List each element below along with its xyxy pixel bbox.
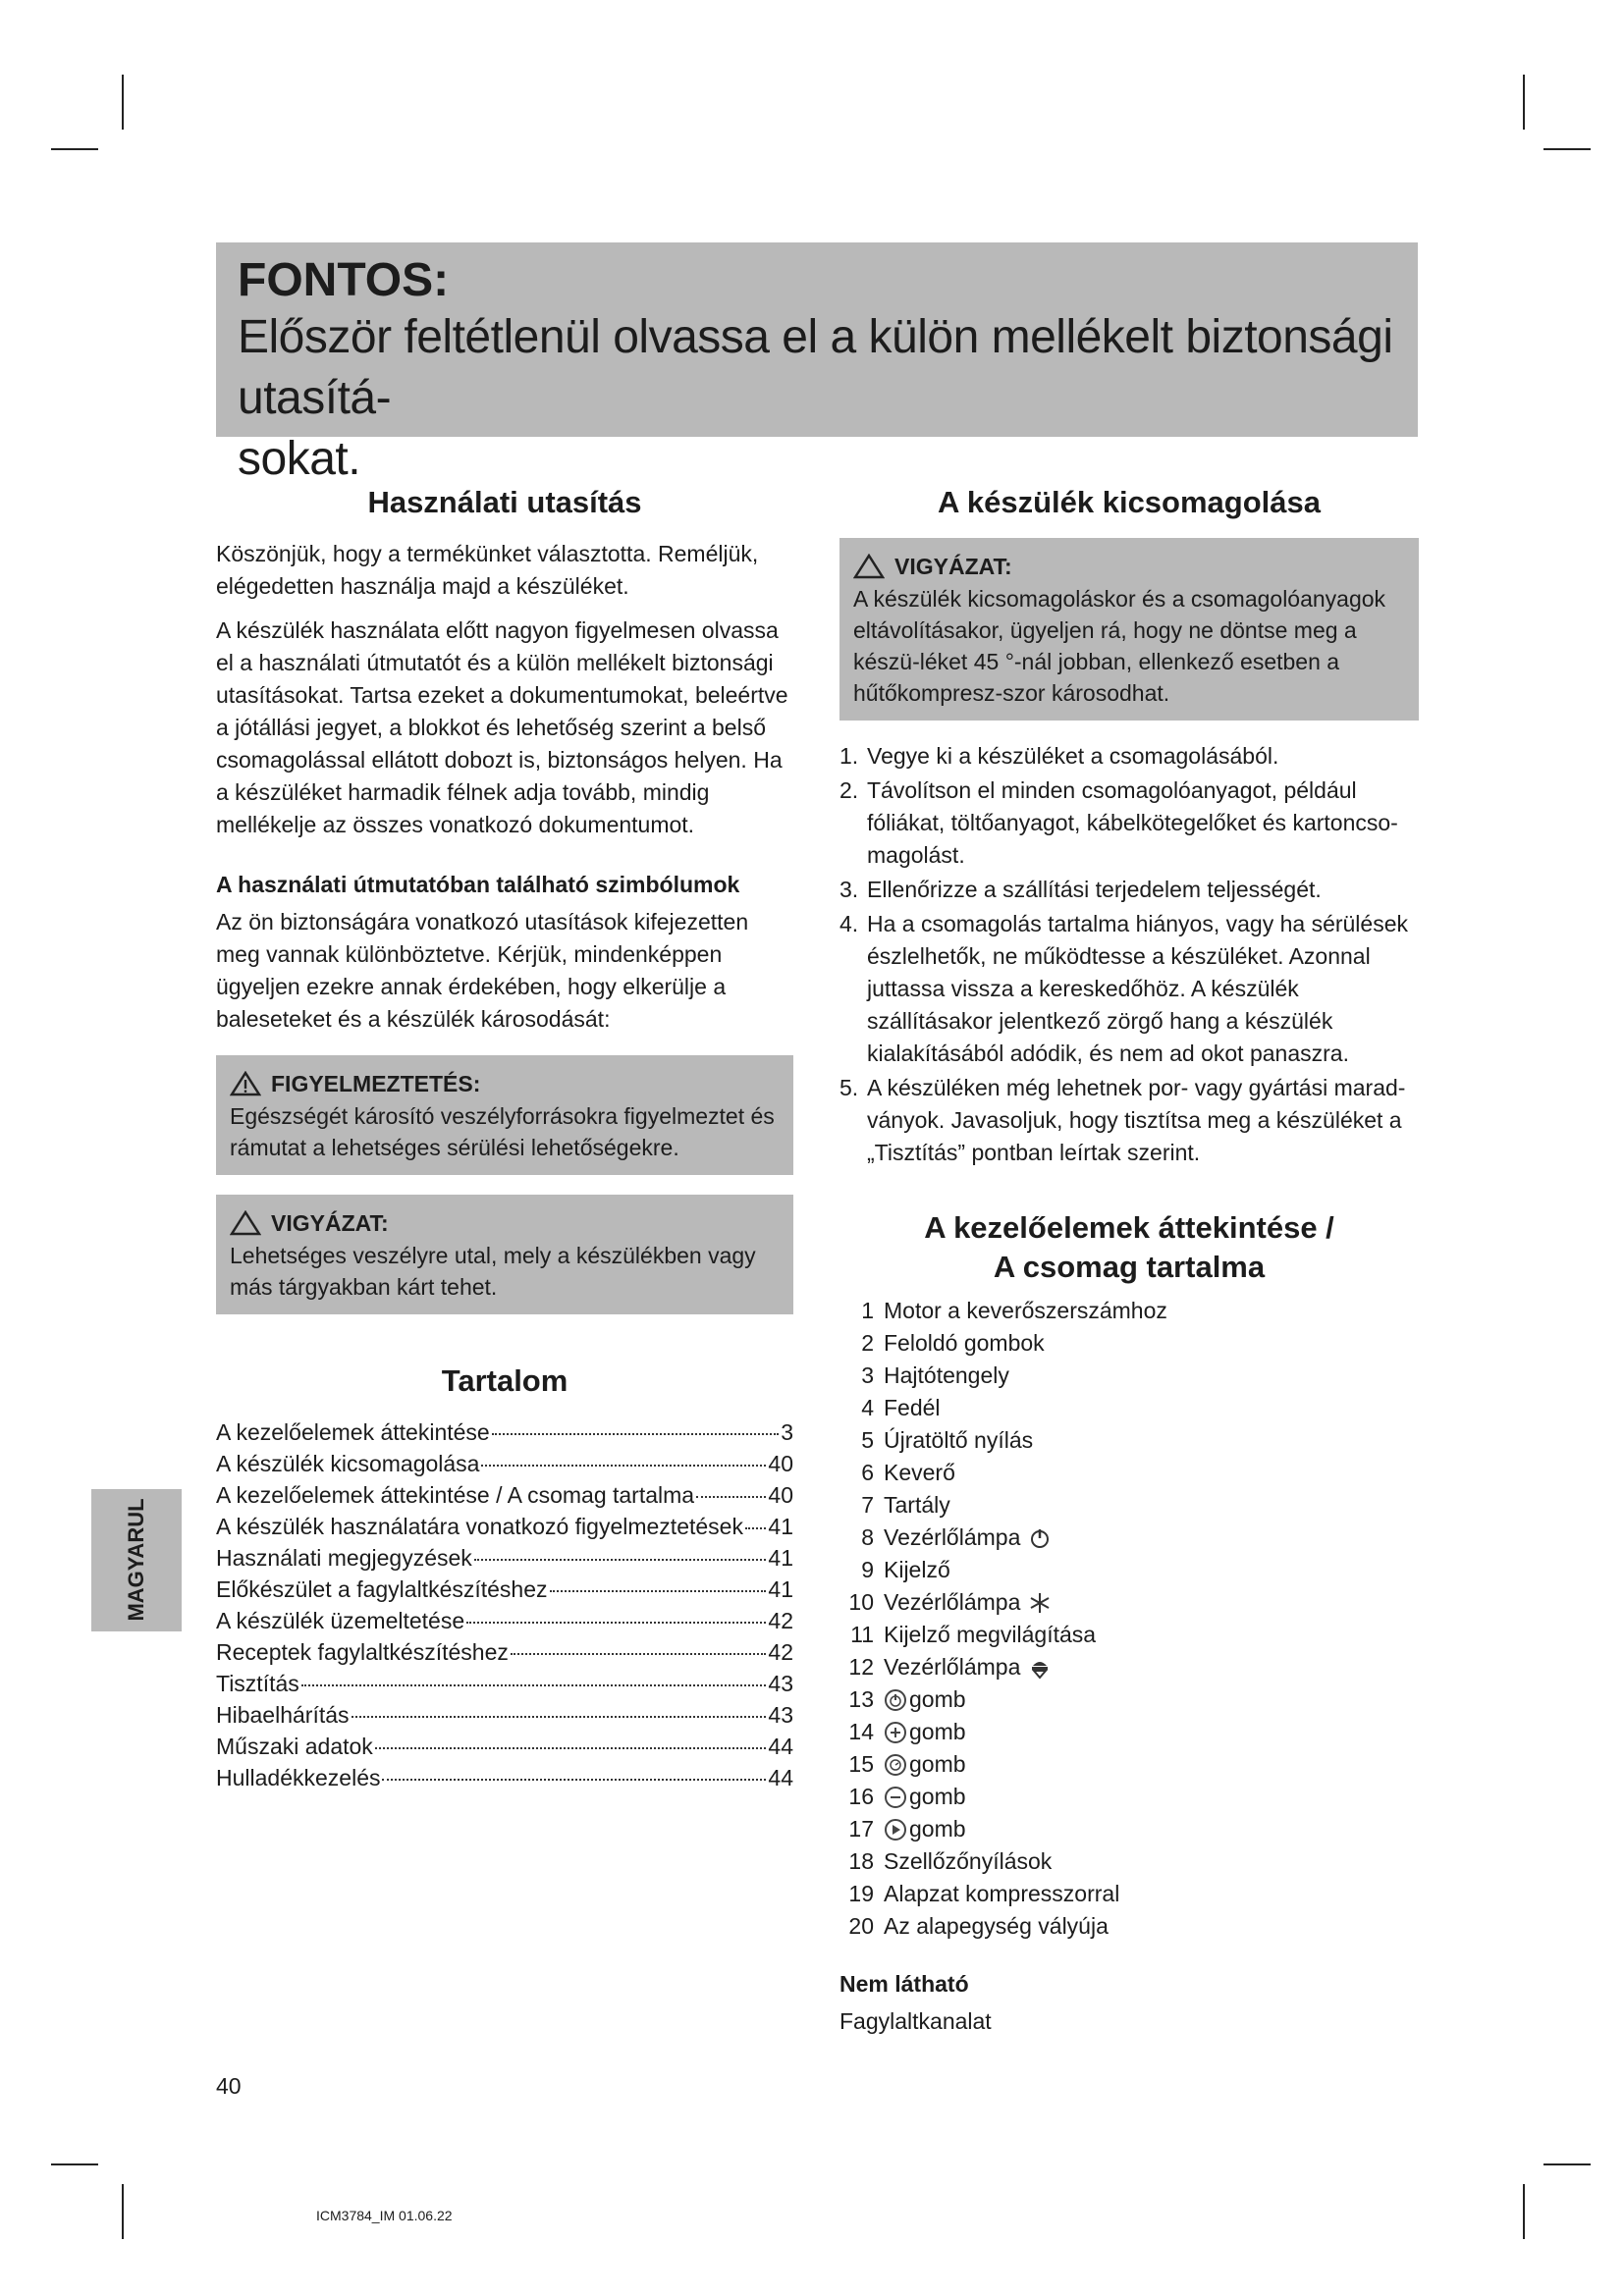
caution-text: Lehetséges veszélyre utal, mely a készülékben vagy más tárgyakban kárt tehet. [230,1243,756,1300]
list-item: 2 Feloldó gombok [861,1330,1045,1356]
right-column [839,483,1419,2050]
list-item: 4. Ha a csomagolás tartalma hiányos, vagy ha sérülések észlelhetők, ne működtesse a készüléket. Azonnal juttassa vissza a kereskedőhöz. A készülék szállításakor jelentkező zörgő hang a készülék kialakításából adódik, és nem ad okot panaszra. [839,911,1409,1066]
caution-triangle-icon [853,554,885,579]
parts-heading-line-1: A kezelőelemek áttekintése / [924,1210,1334,1245]
unpack-steps [839,740,1419,1169]
list-item: 1 Motor a keverőszerszámhoz [861,1298,1167,1323]
intro-paragraph: Köszönjük, hogy a termékünket választotta. Reméljük, elégedetten használja majd a készüléket. [216,541,759,599]
toc-item[interactable]: Műszaki adatok 44 [216,1734,793,1759]
crop-mark [51,148,98,150]
toc-item[interactable]: Tisztítás 43 [216,1671,793,1696]
toc-item[interactable]: A kezelőelemek áttekintése 3 [216,1419,793,1445]
warning-text: Egészségét károsító veszélyforrásokra figyelmeztet és rámutat a lehetséges sérülési lehetőségekre. [230,1103,775,1160]
snowflake-icon [1028,1591,1052,1615]
toc-heading: Tartalom [441,1363,568,1398]
crop-mark [1523,2184,1525,2239]
instructions-heading: Használati utasítás [367,485,642,519]
list-item: 5 Újratöltő nyílás [861,1427,1034,1453]
list-item: 12 Vezérlőlámpa [839,1651,1419,1683]
crop-mark [122,75,124,130]
minus-button-icon [884,1786,907,1809]
banner-title: FONTOS: [238,254,450,306]
list-item: 2. Távolítson el minden csomagolóanyagot, például fóliákat, töltőanyagot, kábelkötegelőket és kartoncso-magolást. [839,777,1398,868]
crop-mark [1543,2163,1591,2165]
symbols-paragraph: Az ön biztonságára vonatkozó utasítások kifejezetten meg vannak különböztetve. Kérjük, mindenképpen ügyeljen ezekre annak érdekében, hogy elkerülje a baleseteket és a készülék károsodását: [216,909,749,1032]
warning-title: FIGYELMEZTETÉS: [271,1071,481,1096]
list-item: 3 Hajtótengely [861,1362,1009,1388]
power-icon [1028,1526,1052,1550]
crop-mark [122,2184,124,2239]
crop-mark [51,2163,98,2165]
caution-triangle-icon [230,1210,261,1236]
list-item: 15 gomb [848,1751,966,1777]
list-item: 6 Keverő [861,1460,955,1485]
warning-triangle-icon [230,1071,261,1096]
not-visible-item: Fagylaltkanalat [839,2008,992,2034]
footer-code: ICM3784_IM 01.06.22 [316,2208,453,2223]
ice-cream-icon [1028,1656,1052,1680]
unpack-caution-box [839,538,1419,721]
parts-heading-line-2: A csomag tartalma [993,1250,1266,1284]
list-item: 4 Fedél [861,1395,941,1420]
toc-item[interactable]: Receptek fagylaltkészítéshez 42 [216,1639,793,1665]
caution-box [216,1195,793,1314]
body-paragraph: A készülék használata előtt nagyon figyelmesen olvassa el a használati útmutatót és a külön mellékelt biztonsági utasításokat. Tartsa ezeket a dokumentumokat, beleértve a jótállási jegyet, a blokkot és lehetőség szerint a belső csomagolással ellátott dobozt is, biztonságos helyen. Ha a készüléket harmadik félnek adja tovább, mindig mellékelje az összes vonatkozó dokumentumot. [216,617,788,837]
unpack-caution-text: A készülék kicsomagoláskor és a csomagolóanyagok eltávolításakor, ügyeljen rá, hogy ne döntse meg a készü-léket 45 °-nál jobban, ellenkező esetben a hűtőkompresz-szor károsodhat. [853,586,1386,706]
unpack-heading: A készülék kicsomagolása [938,485,1321,519]
play-button-icon [884,1818,907,1842]
toc-item[interactable]: Hulladékkezelés 44 [216,1765,793,1790]
language-side-tab [91,1489,182,1631]
warning-box [216,1055,793,1175]
list-item: 8 Vezérlőlámpa [839,1522,1419,1554]
banner-line-2: sokat. [238,433,361,485]
list-item: 7 Tartály [861,1492,950,1518]
list-item: 3. Ellenőrizze a szállítási terjedelem teljességét. [839,877,1322,902]
crop-mark [1523,75,1525,130]
list-item: 5. A készüléken még lehetnek por- vagy gyártási marad-ványok. Javasoljuk, hogy tisztítsa meg a készüléket a „Tisztítás” pontban leírtak szerint. [839,1075,1406,1165]
list-item: 17 gomb [848,1816,966,1842]
important-banner [216,242,1418,485]
toc-item[interactable]: Hibaelhárítás 43 [216,1702,793,1728]
list-item: 1. Vegye ki a készüléket a csomagolásából. [839,743,1279,769]
banner-line-1: Először feltétlenül olvassa el a külön mellékelt biztonsági utasítá- [238,311,1393,424]
not-visible-heading: Nem látható [839,1971,969,1997]
list-item: 13 gomb [848,1686,966,1712]
unpack-caution-title: VIGYÁZAT: [894,554,1012,579]
list-item: 16 gomb [848,1784,966,1809]
list-item: 9 Kijelző [861,1557,950,1582]
symbols-heading: A használati útmutatóban található szimbólumok [216,872,740,897]
toc-item[interactable]: A kezelőelemek áttekintése / A csomag tartalma 40 [216,1482,793,1508]
toc-item[interactable]: Előkészület a fagylaltkészítéshez 41 [216,1576,793,1602]
list-item: 14 gomb [848,1719,966,1744]
toc-item[interactable]: A készülék kicsomagolása 40 [216,1451,793,1476]
table-of-contents [216,1416,793,1793]
list-item: 18 Szellőzőnyílások [848,1848,1053,1874]
list-item: 19 Alapzat kompresszorral [848,1881,1120,1906]
left-column [216,483,793,1793]
plus-button-icon [884,1721,907,1744]
list-item: 20 Az alapegység vályúja [848,1913,1109,1939]
timer-button-icon [884,1753,907,1777]
toc-item[interactable]: A készülék üzemeltetése 42 [216,1608,793,1633]
page-number: 40 [216,2073,242,2099]
parts-list [839,1295,1419,1943]
caution-title: VIGYÁZAT: [271,1210,389,1236]
list-item: 11 Kijelző megvilágítása [850,1622,1097,1647]
crop-mark [1543,148,1591,150]
language-label: MAGYARUL [124,1498,148,1622]
power-button-icon [884,1688,907,1712]
toc-item[interactable]: Használati megjegyzések 41 [216,1545,793,1571]
list-item: 10 Vezérlőlámpa [839,1586,1419,1619]
parts-heading [839,1208,1419,1287]
toc-item[interactable]: A készülék használatára vonatkozó figyelmeztetések 41 [216,1514,793,1539]
